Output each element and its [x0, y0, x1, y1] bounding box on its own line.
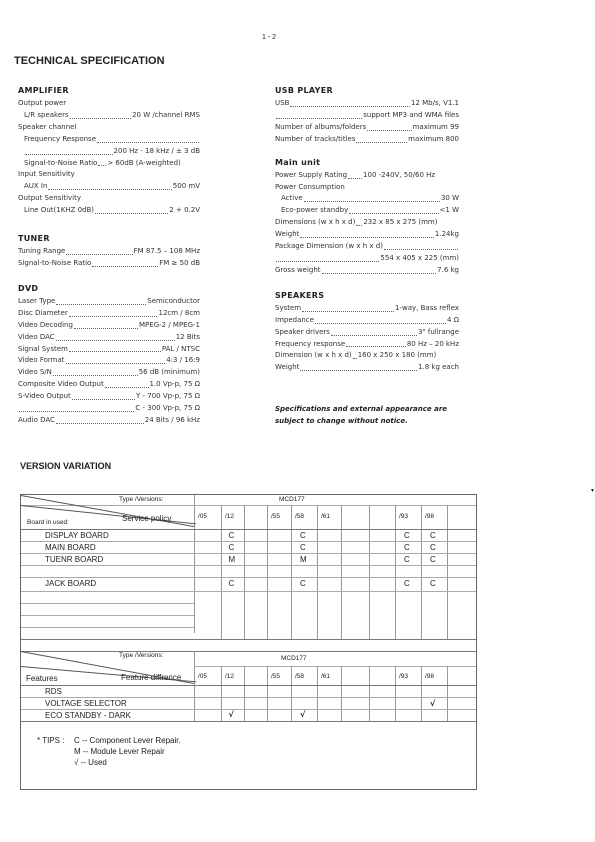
spec-line: Weight 1.24kg — [275, 230, 459, 239]
spec-line: USB 12 Mb/s, V1.1 — [275, 99, 459, 107]
version-column-header: /58 — [295, 513, 305, 520]
spec-line: Video Decoding MPEG-2 / MPEG-1 — [18, 320, 200, 329]
version-cell: C — [228, 531, 235, 540]
version-cell: C — [404, 543, 410, 552]
column-divider — [291, 505, 292, 639]
tip-used: √ -- Used — [74, 758, 107, 767]
spec-line: Signal-to-Noise Ratio > 60dB (A-weighted) — [24, 158, 181, 167]
board-row-label: TUENR BOARD — [45, 555, 104, 564]
column-divider — [317, 505, 318, 639]
spec-line: Eco-power standby <1 W — [281, 206, 459, 215]
usb-heading: USB PLAYER — [275, 86, 333, 95]
speakers-specs — [275, 303, 459, 374]
column-divider — [341, 666, 342, 721]
spec-line: S-Video Output Y - 700 Vp-p, 75 Ω — [18, 392, 200, 401]
spec-line: Dimension (w x h x d) 160 x 250 x 180 (mm) — [275, 351, 437, 360]
column-divider — [267, 666, 268, 721]
output-power-label: Output power — [18, 99, 67, 107]
column-divider — [447, 505, 448, 639]
tip-module: M -- Module Lever Repair — [74, 747, 165, 756]
version-column-header: /55 — [271, 673, 281, 680]
spec-line: Video S/N 56 dB (minimum) — [18, 368, 200, 377]
version-cell: √ — [228, 710, 234, 719]
column-divider — [221, 666, 222, 721]
version-cell: M — [228, 555, 236, 564]
version-variation-table — [20, 494, 477, 790]
tuner-heading: TUNER — [18, 234, 50, 244]
version-cell: C — [300, 579, 306, 588]
column-divider — [395, 666, 396, 721]
column-divider — [369, 505, 370, 639]
version-cell: C — [430, 543, 436, 552]
spec-line: Disc Diameter 12cm / 8cm — [18, 308, 200, 317]
spec-line: Line Out(1KHZ 0dB) 2 + 0.2V — [24, 206, 200, 215]
version-cell: C — [300, 531, 306, 540]
feature-row-label: VOLTAGE SELECTOR — [45, 699, 127, 708]
board-row-label: MAIN BOARD — [45, 543, 96, 552]
version-column-header: /98 — [425, 673, 435, 680]
version-column-header: /61 — [321, 513, 331, 520]
spec-line: Laser Type Semiconductor — [18, 296, 200, 305]
spec-line: Active 30 W — [281, 194, 459, 203]
speaker-channel-label: Speaker channel — [18, 122, 77, 131]
version-column-header: /58 — [295, 673, 305, 680]
page-number: 1 - 2 — [262, 34, 277, 41]
version-column-header: /98 — [425, 513, 435, 520]
spec-line: Dimensions (w x h x d) 232 x 85 x 275 (mm) — [275, 218, 438, 227]
model-label: MCD177 — [279, 496, 305, 503]
version-cell: √ — [300, 710, 306, 719]
spec-line: Weight 1.8 kg each — [275, 363, 459, 372]
version-cell: C — [430, 531, 436, 540]
board-row-label: JACK BOARD — [45, 579, 97, 588]
column-divider — [421, 505, 422, 639]
version-cell: C — [404, 531, 410, 540]
spec-line: support MP3 and WMA files — [275, 110, 459, 122]
usb-specs — [275, 98, 459, 146]
spec-line: Speaker drivers 3" fullrange — [275, 327, 459, 336]
column-divider — [421, 666, 422, 721]
column-divider — [244, 666, 245, 721]
column-divider — [317, 666, 318, 721]
amplifier-specs — [18, 98, 200, 217]
spec-line: Frequency Response — [18, 134, 200, 146]
type-versions-label: Type /Versions: — [119, 496, 164, 503]
version-column-header: /12 — [225, 673, 235, 680]
spec-line: Power Supply Rating 100 -240V, 50/60 Hz — [275, 170, 436, 179]
tips-label: * TIPS : — [37, 736, 65, 745]
version-cell: C — [404, 579, 410, 588]
version-column-header: /05 — [198, 513, 208, 520]
version-cell: C — [228, 543, 235, 552]
spec-line: 554 x 405 x 225 (mm) — [275, 253, 459, 265]
feature-difference-label: Feature diffrence — [121, 673, 182, 682]
column-divider — [291, 666, 292, 721]
spec-line: System 1-way, Bass reflex — [275, 303, 459, 312]
version-column-header: /93 — [399, 673, 409, 680]
dvd-heading: DVD — [18, 283, 39, 293]
spec-line: Gross weight 7.6 kg — [275, 265, 459, 274]
version-cell: C — [430, 555, 436, 564]
column-divider — [447, 666, 448, 721]
type-versions-label: Type /Versions: — [119, 652, 164, 659]
board-row-label: DISPLAY BOARD — [45, 531, 109, 540]
version-cell: C — [430, 579, 436, 588]
input-sensitivity-label: Input Sensitivity — [18, 170, 75, 179]
version-cell: M — [300, 555, 307, 564]
right-spec-column — [275, 86, 459, 374]
spec-line: Composite Video Output 1.0 Vp-p, 75 Ω — [18, 380, 200, 389]
version-column-header: /93 — [399, 513, 409, 520]
spec-line: C - 300 Vp-p, 75 Ω — [18, 403, 200, 415]
column-divider — [341, 505, 342, 639]
version-column-header: /55 — [271, 513, 281, 520]
model-label: MCD177 — [281, 655, 307, 662]
spec-line: Number of tracks/titles maximum 800 — [275, 134, 459, 143]
spec-line: Package Dimension (w x h x d) — [275, 241, 459, 253]
column-divider — [395, 505, 396, 639]
column-divider — [267, 505, 268, 639]
column-divider — [369, 666, 370, 721]
speakers-heading: SPEAKERS — [275, 290, 325, 300]
output-sensitivity-label: Output Sensitivity — [18, 194, 81, 203]
feature-row-label: RDS — [45, 687, 62, 696]
version-cell: C — [228, 579, 235, 588]
service-policy-label: Service policy — [122, 514, 172, 523]
board-in-used-label: Board in used: — [27, 519, 69, 526]
spec-line: Impedance 4 Ω — [275, 315, 459, 324]
spec-line: Audio DAC 24 Bits / 96 kHz — [18, 415, 200, 424]
version-column-header: /12 — [225, 513, 235, 520]
spec-line: Frequency response 80 Hz – 20 kHz — [275, 339, 459, 348]
spec-line: Signal-to-Noise Ratio FM ≥ 50 dB — [18, 258, 200, 267]
spec-line: L/R speakers 20 W /channel RMS — [24, 110, 200, 119]
spec-line: Video Format 4:3 / 16:9 — [18, 356, 200, 365]
left-spec-column — [18, 86, 200, 427]
tuner-specs — [18, 246, 200, 270]
spec-line: Video DAC 12 Bits — [18, 332, 200, 341]
page-title: TECHNICAL SPECIFICATION — [14, 55, 165, 67]
spec-line: Number of albums/folders maximum 99 — [275, 122, 459, 131]
main-unit-heading: Main unit — [275, 157, 321, 167]
dvd-specs — [18, 296, 200, 427]
features-label: Features — [26, 674, 58, 683]
column-divider — [244, 505, 245, 639]
version-cell: C — [300, 543, 306, 552]
feature-row-label: ECO STANDBY - DARK — [45, 711, 131, 720]
edge-mark: ▾ — [591, 487, 595, 494]
main-unit-specs — [275, 170, 459, 277]
tip-component: C -- Component Lever Repair. — [74, 736, 181, 745]
spec-line: Signal System PAL / NTSC — [18, 344, 200, 353]
version-column-header: /05 — [198, 673, 208, 680]
version-variation-title: VERSION VARIATION — [20, 461, 112, 471]
column-divider — [221, 505, 222, 639]
version-cell: √ — [430, 699, 436, 708]
power-consumption-label: Power Consumption — [275, 182, 345, 191]
disclaimer-note: Specifications and external appearance are subject to change without notice. — [275, 405, 448, 425]
spec-line: Tuning Range FM 87.5 – 108 MHz — [18, 247, 200, 256]
spec-line: AUX In 500 mV — [24, 182, 200, 191]
spec-line: 200 Hz - 18 kHz / ± 3 dB — [18, 146, 200, 158]
amplifier-heading: AMPLIFIER — [18, 86, 69, 95]
version-column-header: /61 — [321, 673, 331, 680]
version-cell: C — [404, 555, 410, 564]
